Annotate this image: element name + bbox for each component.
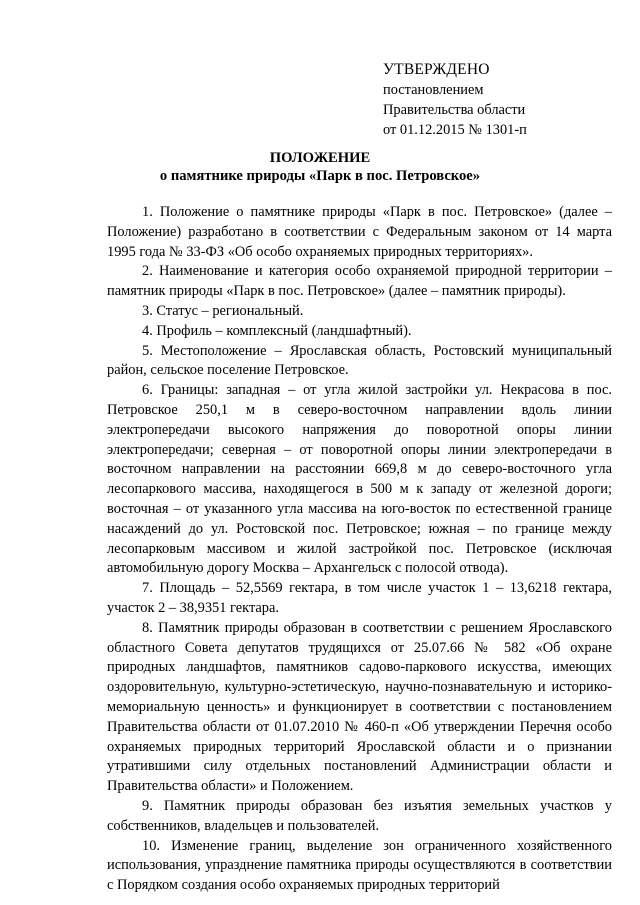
paragraph-7: 7. Площадь – 52,5569 гектара, в том числе участок 1 – 13,6218 гектара, участок 2 – 38,9351 гектара. <box>107 580 612 616</box>
paragraph-4: 4. Профиль – комплексный (ландшафтный). <box>142 322 412 339</box>
document-title: ПОЛОЖЕНИЕ <box>269 150 371 166</box>
approval-block <box>383 60 623 140</box>
paragraph-8: 8. Памятник природы образован в соответствии с решением Ярославского областного Совета депутатов трудящихся от 25.07.66 № 582 «Об охране природных ландшафтов, памятников садово-паркового искусства, имеющих оздоровительную, культурно-эстетическую, научно-познавательную и историко-мемориальную ценность» и функционирует в соответствии с постановлением Правительства области от 01.07.2010 № 460-п «Об утверждении Перечня особо охраняемых природных территорий Ярославской области и о признании утратившими силу отдельных постановлений Администрации области и Правительства области» и Положением. <box>107 619 612 795</box>
approval-line-decree: постановлением <box>383 82 484 98</box>
paragraph-5: 5. Местоположение – Ярославская область, Ростовский муниципальный район, сельское поселение Петровское. <box>107 342 612 379</box>
paragraph-2: 2. Наименование и категория особо охраняемой природной территории – памятник природы «Парк в пос. Петровское» (далее – памятник природы). <box>107 263 612 300</box>
approval-line-government: Правительства области <box>383 102 526 118</box>
paragraph-1: 1. Положение о памятнике природы «Парк в пос. Петровское» (далее – Положение) разработано в соответствии с Федеральным законом от 14 марта 1995 года № 33-ФЗ «Об особо охраняемых природных территориях». <box>107 204 612 260</box>
paragraph-10: 10. Изменение границ, выделение зон ограниченного хозяйственного использования, упразднение памятника природы осуществляются в соответствии с Порядком создания особо охраняемых природных территорий <box>107 837 612 894</box>
approval-title: УТВЕРЖДЕНО <box>383 61 490 78</box>
paragraph-3: 3. Статус – региональный. <box>142 302 304 319</box>
document-subtitle: о памятнике природы «Парк в пос. Петровское» <box>159 168 481 184</box>
document-body <box>107 203 612 896</box>
paragraph-9: 9. Памятник природы образован без изъятия земельных участков у собственников, владельцев и пользователей. <box>107 797 612 834</box>
approval-line-date-number: от 01.12.2015 № 1301-п <box>383 122 527 138</box>
paragraph-6: 6. Границы: западная – от угла жилой застройки ул. Некрасова в пос. Петровское 250,1 м в северо-восточном направлении вдоль линии электропередачи высокого напряжения до поворотной опоры линии электропередачи; северная – от поворотной опоры линии электропередачи в восточном направлении на расстоянии 669,8 м до северо-восточного угла лесопаркового массива, находящегося в 500 м к западу от железной дороги; восточная – от указанного угла массива на юго-восток по естественной границе насаждений до ул. Ростовской пос. Петровское; южная – по границе между лесопарковым массивом и жилой застройкой пос. Петровское (исключая автомобильную дорогу Москва – Архангельск с полосой отвода). <box>107 382 612 577</box>
